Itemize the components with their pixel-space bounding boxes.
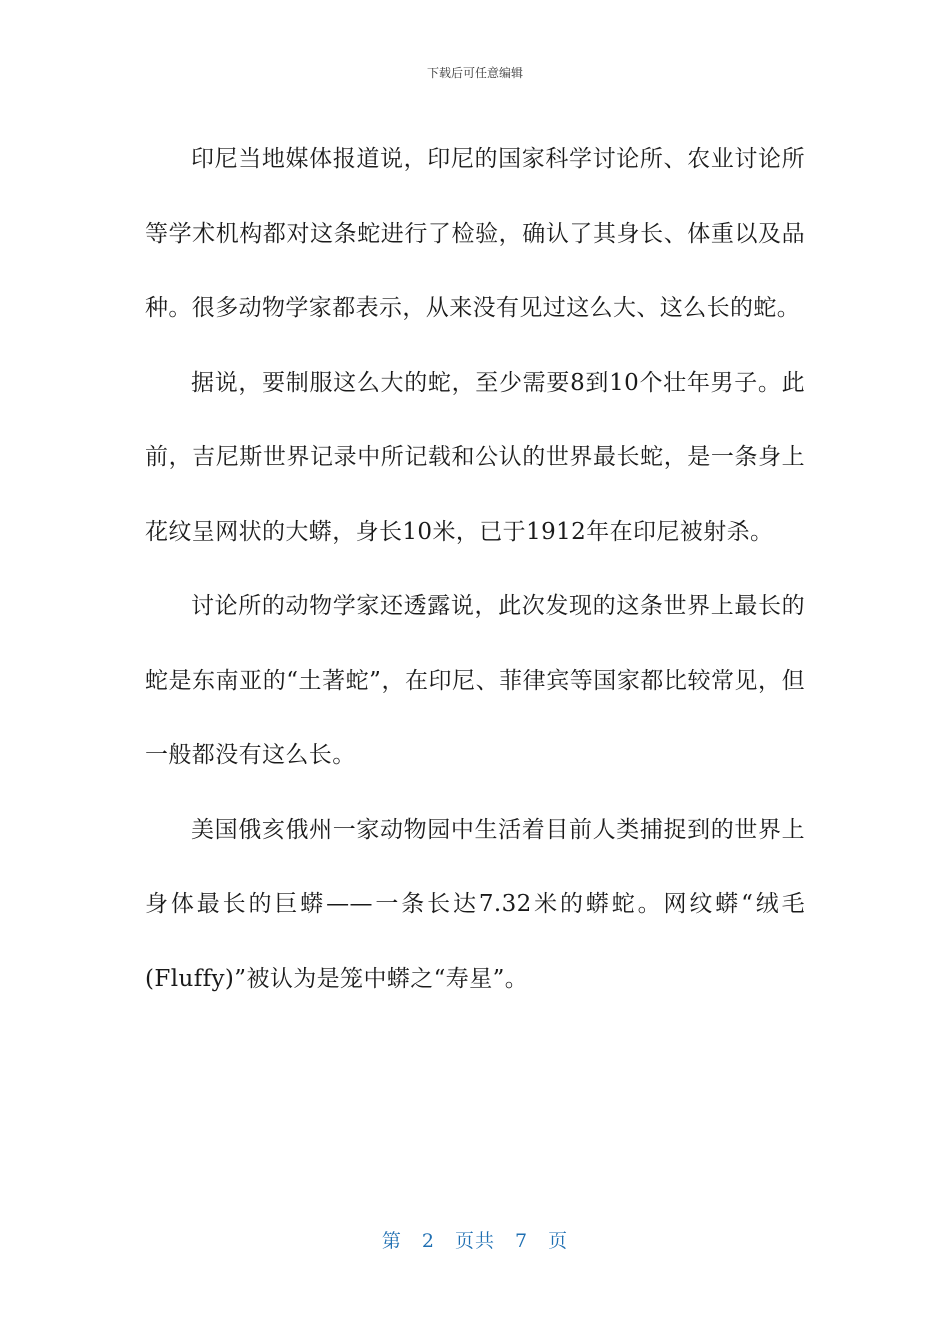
paragraph: 据说，要制服这么大的蛇，至少需要8到10个壮年男子。此前，吉尼斯世界记录中所记载和公认的世界最长蛇，是一条身上花纹呈网状的大蟒，身长10米，已于1912年在印尼被射杀。 (145, 369, 805, 545)
header-text: 下载后可任意编辑 (426, 66, 523, 80)
total-pages-number: 7 (515, 1230, 529, 1252)
page-footer (0, 1226, 950, 1253)
paragraph: 印尼当地媒体报道说，印尼的国家科学讨论所、农业讨论所等学术机构都对这条蛇进行了检验，确认了其身长、体重以及品种。很多动物学家都表示，从来没有见过这么大、这么长的蛇。 (145, 146, 805, 321)
current-page-number: 2 (421, 1230, 435, 1252)
page-label-prefix: 第 (381, 1230, 402, 1252)
document-body (145, 122, 805, 1016)
paragraph: 讨论所的动物学家还透露说，此次发现的这条世界上最长的蛇是东南亚的“土著蛇”，在印尼、菲律宾等国家都比较常见，但一般都没有这么长。 (145, 593, 805, 768)
page-header (0, 64, 950, 81)
page-label-mid: 页共 (454, 1230, 495, 1252)
paragraph: 美国俄亥俄州一家动物园中生活着目前人类捕捉到的世界上身体最长的巨蟒——一条长达7.32米的蟒蛇。网纹蟒“绒毛(Fluffy)”被认为是笼中蟒之“寿星”。 (145, 816, 805, 992)
page-label-suffix: 页 (548, 1230, 569, 1252)
